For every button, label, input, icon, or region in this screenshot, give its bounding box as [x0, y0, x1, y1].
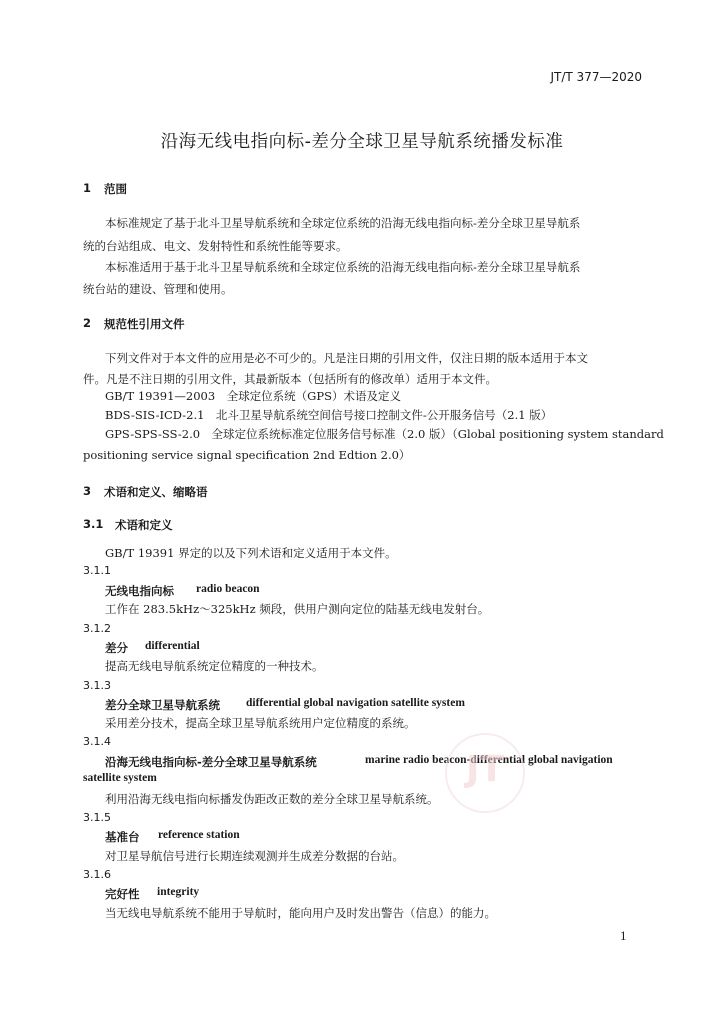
term-definition: 对卫星导航信号进行长期连续观测并生成差分数据的台站。	[105, 849, 404, 863]
section-1-number: 1	[83, 181, 92, 195]
term-chinese-name: 完好性	[105, 887, 140, 901]
term-definition: 采用差分技术，提高全球卫星导航系统用户定位精度的系统。	[105, 716, 416, 730]
page-number: 1	[620, 928, 627, 943]
section-1-para-2-line-2: 统台站的建设、管理和使用。	[83, 282, 233, 296]
terms-intro: GB/T 19391 界定的以及下列术语和定义适用于本文件。	[105, 546, 397, 560]
section-2-para-line-1: 下列文件对于本文件的应用是必不可少的。凡是注日期的引用文件，仅注日期的版本适用于本文	[105, 351, 588, 365]
watermark-text: JT	[466, 749, 504, 790]
reference-bds-sis-icd: BDS-SIS-ICD-2.1 北斗卫星导航系统空间信号接口控制文件-公开服务信号（2.1 版）	[105, 408, 553, 422]
term-definition: 工作在 283.5kHz～325kHz 频段，供用户测向定位的陆基无线电发射台。	[105, 602, 490, 616]
term-number: 3.1.4	[83, 735, 111, 748]
term-definition: 利用沿海无线电指向标播发伪距改正数的差分全球卫星导航系统。	[105, 792, 439, 806]
subsection-3-1-title: 术语和定义	[115, 518, 173, 532]
section-1-para-2-line-1: 本标准适用于基于北斗卫星导航系统和全球定位系统的沿海无线电指向标-差分全球卫星导航系	[105, 260, 581, 274]
section-1-title: 范围	[104, 182, 127, 196]
term-english-name: differential	[145, 640, 200, 652]
term-english-name: marine radio beacon-differential global navigation	[365, 754, 613, 766]
term-chinese-name: 沿海无线电指向标-差分全球卫星导航系统	[105, 755, 317, 769]
section-2-number: 2	[83, 316, 92, 330]
term-number: 3.1.2	[83, 622, 111, 635]
section-1-para-1-line-2: 统的台站组成、电文、发射特性和系统性能等要求。	[83, 239, 348, 253]
term-chinese-name: 差分	[105, 641, 128, 655]
section-3-number: 3	[83, 484, 92, 498]
jt-watermark-logo	[445, 733, 525, 813]
standard-number: JT/T 377—2020	[550, 70, 642, 84]
term-number: 3.1.5	[83, 811, 111, 824]
section-3-title: 术语和定义、缩略语	[104, 485, 208, 499]
term-chinese-name: 差分全球卫星导航系统	[105, 698, 220, 712]
term-english-name: differential global navigation satellite system	[246, 697, 465, 709]
term-number: 3.1.1	[83, 564, 111, 577]
term-english-name-continued: satellite system	[83, 772, 157, 784]
section-2-para-line-2: 件。凡是不注日期的引用文件，其最新版本（包括所有的修改单）适用于本文件。	[83, 372, 497, 386]
section-2-title: 规范性引用文件	[104, 317, 185, 331]
section-1-para-1-line-1: 本标准规定了基于北斗卫星导航系统和全球定位系统的沿海无线电指向标-差分全球卫星导航系	[105, 216, 581, 230]
subsection-3-1-number: 3.1	[83, 517, 104, 531]
term-english-name: integrity	[157, 886, 200, 898]
term-number: 3.1.3	[83, 679, 111, 692]
term-definition: 提高无线电导航系统定位精度的一种技术。	[105, 659, 324, 673]
reference-gb-t-19391: GB/T 19391—2003 全球定位系统（GPS）术语及定义	[105, 389, 401, 403]
document-title: 沿海无线电指向标-差分全球卫星导航系统播发标准	[160, 132, 564, 152]
term-english-name: reference station	[158, 829, 240, 841]
term-definition: 当无线电导航系统不能用于导航时，能向用户及时发出警告（信息）的能力。	[105, 906, 496, 920]
term-chinese-name: 基准台	[105, 830, 140, 844]
term-chinese-name: 无线电指向标	[105, 584, 174, 598]
reference-gps-sps-ss-line-1: GPS-SPS-SS-2.0 全球定位系统标准定位服务信号标准（2.0 版）（Global positioning system standard	[105, 427, 664, 441]
term-number: 3.1.6	[83, 868, 111, 881]
reference-gps-sps-ss-line-2: positioning service signal specification 2nd Edtion 2.0）	[83, 448, 411, 462]
term-english-name: radio beacon	[196, 583, 260, 595]
